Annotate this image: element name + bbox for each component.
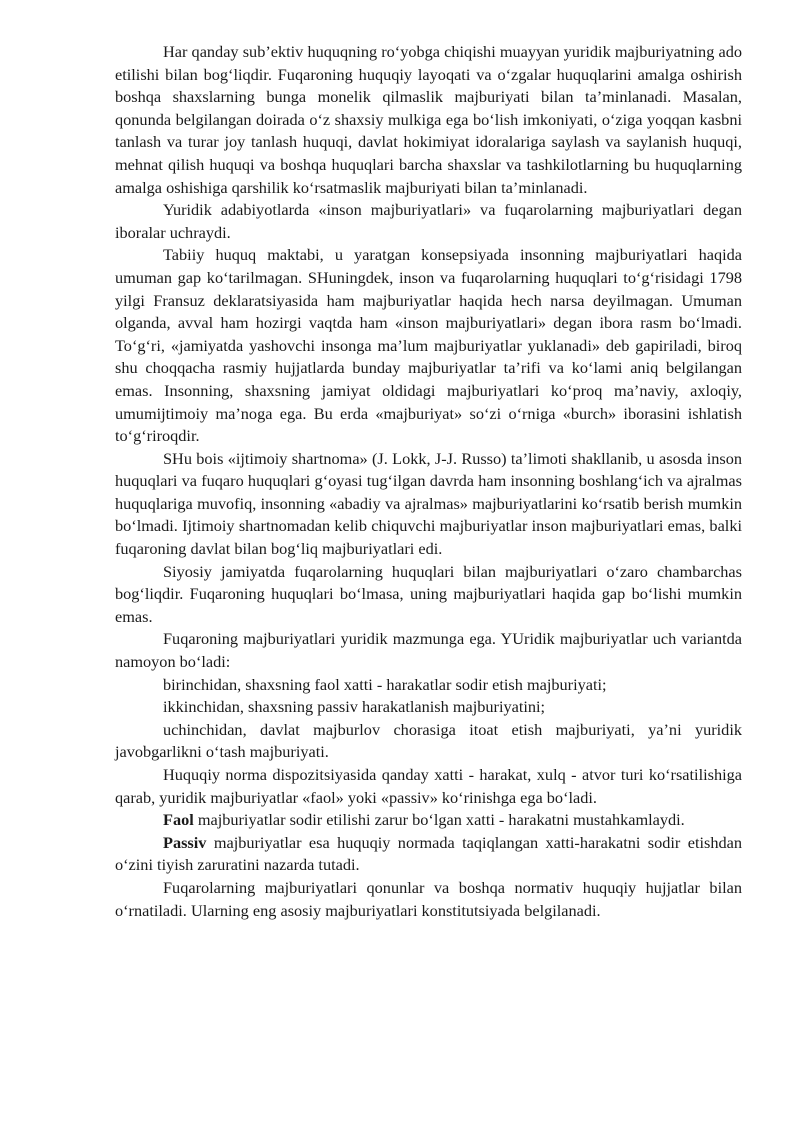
faol-term: Faol — [163, 810, 194, 830]
faol-text: majburiyatlar sodir etilishi zarur bo‘lgan xatti - harakatni mustahkamlaydi. — [193, 810, 685, 830]
paragraph: Fuqaroning majburiyatlari yuridik mazmunga ega. YUridik majburiyatlar uch variantda namoyon bo‘ladi: — [115, 629, 742, 672]
paragraph: Huquqiy norma dispozitsiyasida qanday xatti - harakat, xulq - atvor turi ko‘rsatilishiga qarab, yuridik majburiyatlar «faol» yoki «passiv» ko‘rinishga ega bo‘ladi. — [115, 765, 742, 807]
paragraph-faol — [115, 809, 742, 832]
document-page — [115, 41, 742, 922]
paragraph: Siyosiy jamiyatda fuqarolarning huquqlari bilan majburiyatlari o‘zaro chambarchas bog‘liqdir. Fuqaroning huquqlari bo‘lmasa, uning majburiyatlari haqida gap bo‘lishi mumkin emas. — [115, 561, 742, 626]
list-item: uchinchidan, davlat majburlov chorasiga itoat etish majburiyati, ya’ni yuridik javobgarlikni o‘tash majburiyati. — [115, 719, 742, 762]
list-item: birinchidan, shaxsning faol xatti - harakatlar sodir etish majburiyati; — [163, 674, 607, 694]
list-item: ikkinchidan, shaxsning passiv harakatlanish majburiyatini; — [163, 697, 546, 717]
passiv-text: majburiyatlar esa huquqiy normada taqiqlangan xatti-harakatni sodir etishdan o‘zini tiyish zaruratini nazarda tutadi. — [115, 832, 742, 875]
paragraph: Fuqarolarning majburiyatlari qonunlar va boshqa normativ huquqiy hujjatlar bilan o‘rnatiladi. Ularning eng asosiy majburiyatlari konstitutsiyada belgilanadi. — [115, 877, 742, 920]
paragraph-passiv — [115, 832, 742, 877]
paragraph: Har qanday sub’ektiv huquqning ro‘yobga chiqishi muayyan yuridik majburiyatning ado etilishi bilan bog‘liqdir. Fuqaroning huquqiy layoqati va o‘zgalar huquqlarini amalga oshirish boshqa shaxslarning bunga monelik qilmaslik majburiyati bilan ta’minlanadi. Masalan, qonunda belgilangan doirada o‘z shaxsiy mulkiga ega bo‘lish imkoniyati, o‘ziga yoqqan kasbni tanlash va turar joy tanlash huquqi, davlat hokimiyat idoralariga saylash va saylanish huquqi, mehnat qilish huquqi va boshqa huquqlari barcha shaxslar va tashkilotlarning bu huquqlarning amalga oshishiga qarshilik ko‘rsatmaslik majburiyati bilan ta’minlanadi. — [115, 42, 742, 197]
paragraph: Yuridik adabiyotlarda «inson majburiyatlari» va fuqarolarning majburiyatlari degan iboralar uchraydi. — [115, 200, 742, 242]
paragraph: SHu bois «ijtimoiy shartnoma» (J. Lokk, J-J. Russo) ta’limoti shakllanib, u asosda inson huquqlari va fuqaro huquqlari g‘oyasi tug‘ilgan davrda ham insonning boshlang‘ich va ajralmas huquqlariga muvofiq, insonning «abadiy va ajralmas» majburiyatlarini ko‘rsatib berish mumkin bo‘lmadi. Ijtimoiy shartnomadan kelib chiquvchi majburiyatlar inson majburiyatlari emas, balki fuqaroning davlat bilan bog‘liq majburiyatlari edi. — [115, 448, 742, 559]
passiv-term: Passiv — [163, 832, 207, 852]
paragraph: Tabiiy huquq maktabi, u yaratgan konsepsiyada insonning majburiyatlari haqida umuman gap ko‘tarilmagan. SHuningdek, inson va fuqarolarning huquqlari to‘g‘risidagi 1798 yilgi Fransuz deklaratsiyasida ham majburiyatlar haqida hech narsa deyilmagan. Umuman olganda, avval ham hozirgi vaqtda ham «inson majburiyatlari» degan ibora rasm bo‘lmadi. To‘g‘ri, «jamiyatda yashovchi insonga ma’lum majburiyatlar yuklanadi» deb gapiriladi, biroq shu choqqacha rasmiy hujjatlarda bunday majburiyatlar ta’rifi va ko‘lami aniq belgilangan emas. Insonning, shaxsning jamiyat oldidagi majburiyatlari ko‘proq ma’naviy, axloqiy, umumijtimoiy ma’noga ega. Bu erda «majburiyat» so‘zi o‘rniga «burch» iborasini ishlatish to‘g‘riroqdir. — [115, 245, 742, 446]
